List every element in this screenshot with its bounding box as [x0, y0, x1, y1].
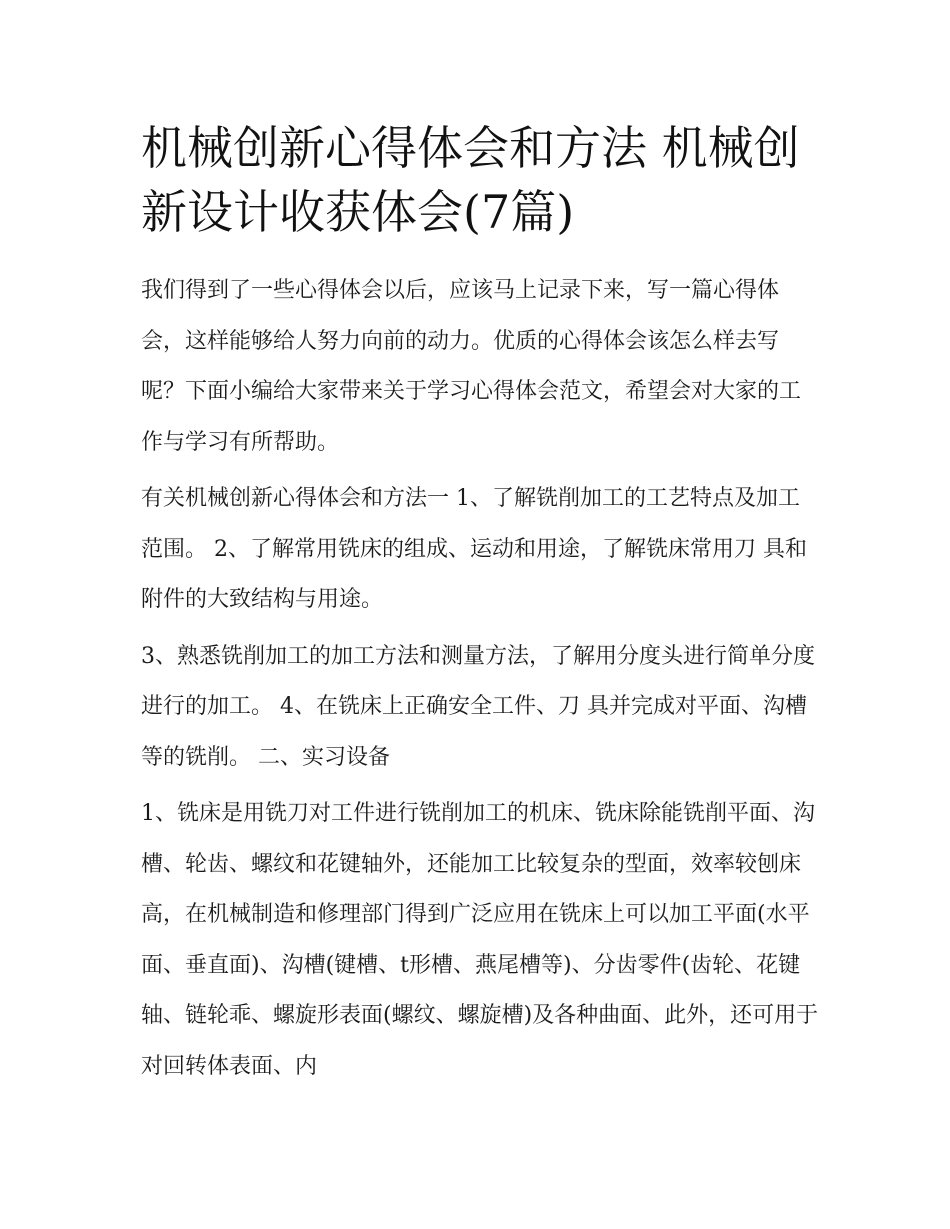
paragraph-method-one: 有关机械创新心得体会和方法一 1、了解铣削加工的工艺特点及加工范围。 2、了解常用铣床的组成、运动和用途，了解铣床常用刀 具和附件的大致结构与用途。: [141, 486, 807, 612]
paragraph-milling-machine: 1、铣床是用铣刀对工件进行铣削加工的机床、铣床除能铣削平面、沟槽、轮齿、螺纹和花键轴外，还能加工比较复杂的型面，效率较刨床高，在机械制造和修理部门得到广泛应用在铣床上可以加工平面(水平面、垂直面)、沟槽(键槽、t形槽、燕尾槽等)、分齿零件(齿轮、花键轴、链轮乖、螺旋形表面(螺纹、螺旋槽)及各种曲面、此外，还可用于对回转体表面、内: [141, 801, 819, 1079]
document-body: [141, 116, 821, 1098]
paragraph-intro: 我们得到了一些心得体会以后，应该马上记录下来，写一篇心得体会，这样能够给人努力向前的动力。优质的心得体会该怎么样去写呢？下面小编给大家带来关于学习心得体会范文，希望会对大家的工作与学习有所帮助。: [141, 278, 802, 455]
document-title: 机械创新心得体会和方法 机械创新设计收获体会(7篇): [141, 121, 800, 239]
paragraph-method-three: 3、熟悉铣削加工的加工方法和测量方法，了解用分度头进行简单分度进行的加工。 4、在铣床上正确安全工件、刀 具并完成对平面、沟槽等的铣削。 二、实习设备: [141, 643, 815, 770]
